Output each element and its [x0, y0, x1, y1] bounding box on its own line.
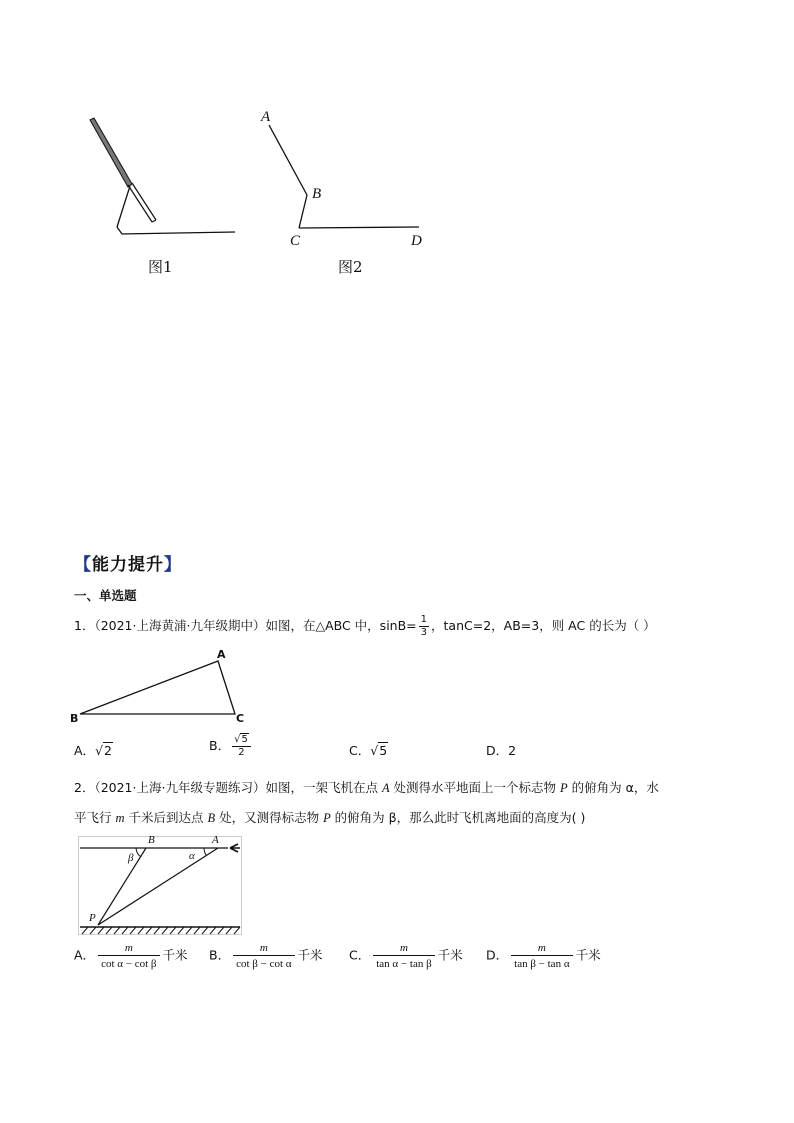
q1-option-b[interactable]: B． $\frac{√5}{2}$: [209, 734, 253, 759]
q2-stem-line-1: 2．（2021·上海·九年级专题练习）如图，一架飞机在点 A 处测得水平地面上一个标志物 P 的俯角为 α，水: [74, 780, 659, 795]
q2-option-a[interactable]: A． $\frac{m}{\text{cot α − cot β}}$ 千米: [74, 942, 188, 970]
fig2-point-b: B: [312, 186, 322, 202]
q2-stem-line-2: 平飞行 m 千米后到达点 B 处，又测得标志物 P 的俯角为 β，那么此时飞机离地面的高度为( ): [74, 810, 586, 825]
q1-vertex-b: B: [70, 712, 79, 725]
section-title: [74, 550, 182, 575]
q2-point-a: A: [212, 834, 219, 846]
q2-point-b: B: [148, 834, 155, 846]
q2-angle-alpha: α: [189, 850, 195, 862]
q1-vertex-a: A: [217, 648, 226, 661]
section-title-text: 能力提升: [92, 555, 164, 575]
q1-stem: [74, 614, 656, 639]
q1-vertex-c: C: [236, 712, 245, 725]
figure-2-caption: 图2: [338, 258, 363, 276]
q1-prefix: 1．（2021·上海黄浦·九年级期中）如图，在△ABC 中，sinB=: [74, 618, 417, 633]
fig2-point-c: C: [290, 233, 301, 249]
q2-plane-diagram: [78, 836, 244, 936]
q1-option-a[interactable]: A．√2: [74, 743, 112, 758]
fig2-point-a: A: [261, 109, 271, 125]
sqrt-symbol: √5: [370, 743, 388, 758]
q1-sin-fraction: $\frac{1}{3}$: [420, 614, 428, 638]
q2-point-p: P: [89, 912, 96, 924]
q2-option-d-fraction: $\frac{m}{\text{tan β − tan α}}$: [511, 941, 572, 971]
figure-2-drawing: [255, 105, 435, 250]
bracket-close: 】: [164, 555, 182, 575]
figure-1-caption: 图1: [148, 258, 173, 276]
q2-option-d[interactable]: D． $\frac{m}{\text{tan β − tan α}}$ 千米: [486, 942, 601, 970]
q1-suffix: ，tanC=2，AB=3，则 AC 的长为（ ）: [431, 618, 656, 633]
q1-triangle: [78, 654, 243, 718]
section-subtitle: 一、单选题: [74, 588, 137, 603]
q2-option-c[interactable]: C． $\frac{m}{\text{tan α − tan β}}$ 千米: [349, 942, 463, 970]
bracket-open: 【: [74, 555, 92, 575]
q2-option-a-fraction: $\frac{m}{\text{cot α − cot β}}$: [98, 941, 159, 971]
q1-option-b-fraction: $\frac{√5}{2}$: [232, 734, 251, 759]
sqrt-symbol: √2: [95, 743, 112, 758]
q1-option-d[interactable]: D．2: [486, 743, 517, 758]
q2-option-c-fraction: $\frac{m}{\text{tan α − tan β}}$: [373, 941, 434, 971]
q2-option-b-fraction: $\frac{m}{\text{cot β − cot α}}$: [233, 941, 294, 971]
q1-option-c[interactable]: C．√5: [349, 743, 388, 758]
fig2-point-d: D: [411, 233, 422, 249]
figure-1-drawing: [80, 110, 250, 245]
q2-option-b[interactable]: B． $\frac{m}{\text{cot β − cot α}}$ 千米: [209, 942, 323, 970]
q2-angle-beta: β: [128, 852, 134, 864]
